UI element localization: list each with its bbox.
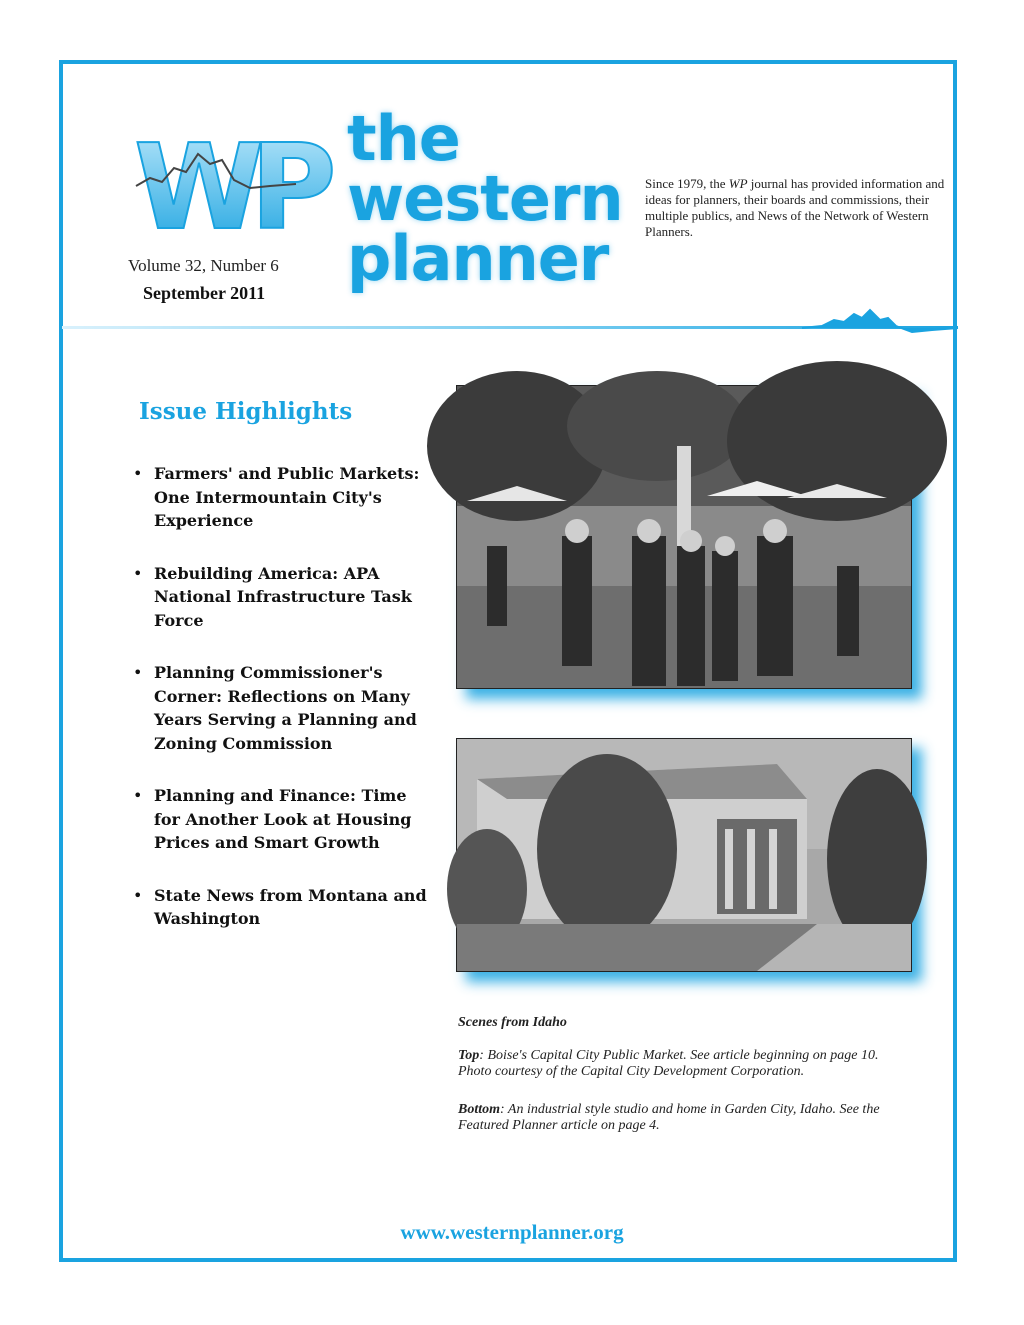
photo-garden-city-studio [456, 738, 912, 972]
highlight-item: • Farmers' and Public Markets: One Intermountain City's Experience [133, 462, 433, 533]
issue-highlights-list [133, 462, 433, 931]
header-rule-mountain [62, 310, 958, 350]
website-link[interactable]: www.westernplanner.org [400, 1220, 624, 1244]
caption-bottom-photo: Bottom: An industrial style studio and home in Garden City, Idaho. See the Featured Planner article on page 4. [458, 1102, 880, 1133]
highlight-item: • Rebuilding America: APA National Infrastructure Task Force [133, 562, 433, 633]
volume-number: Volume 32, Number 6 [128, 256, 279, 275]
photo-public-market [456, 385, 912, 689]
caption-top-photo: Top: Boise's Capital City Public Market. See article beginning on page 10. Photo courtesy of the Capital City Development Corporation. [458, 1048, 879, 1079]
highlight-item: • State News from Montana and Washington [133, 884, 433, 931]
issue-date: September 2011 [143, 283, 266, 303]
highlight-item: • Planning and Finance: Time for Another Look at Housing Prices and Smart Growth [133, 784, 433, 855]
caption-title: Scenes from Idaho [458, 1015, 567, 1030]
masthead-blurb: Since 1979, the WP journal has provided information and ideas for planners, their boards and commissions, their multiple publics, and News of the Network of Western Planners. [645, 176, 945, 239]
issue-highlights-heading: Issue Highlights [139, 398, 353, 425]
highlight-item: • Planning Commissioner's Corner: Reflections on Many Years Serving a Planning and Zoning Commission [133, 661, 433, 755]
wp-logo [130, 118, 323, 256]
svg-text:WP: WP [134, 118, 323, 256]
title-the: the [347, 102, 460, 175]
title-planner: planner [347, 222, 609, 295]
title-western: western [347, 162, 623, 235]
